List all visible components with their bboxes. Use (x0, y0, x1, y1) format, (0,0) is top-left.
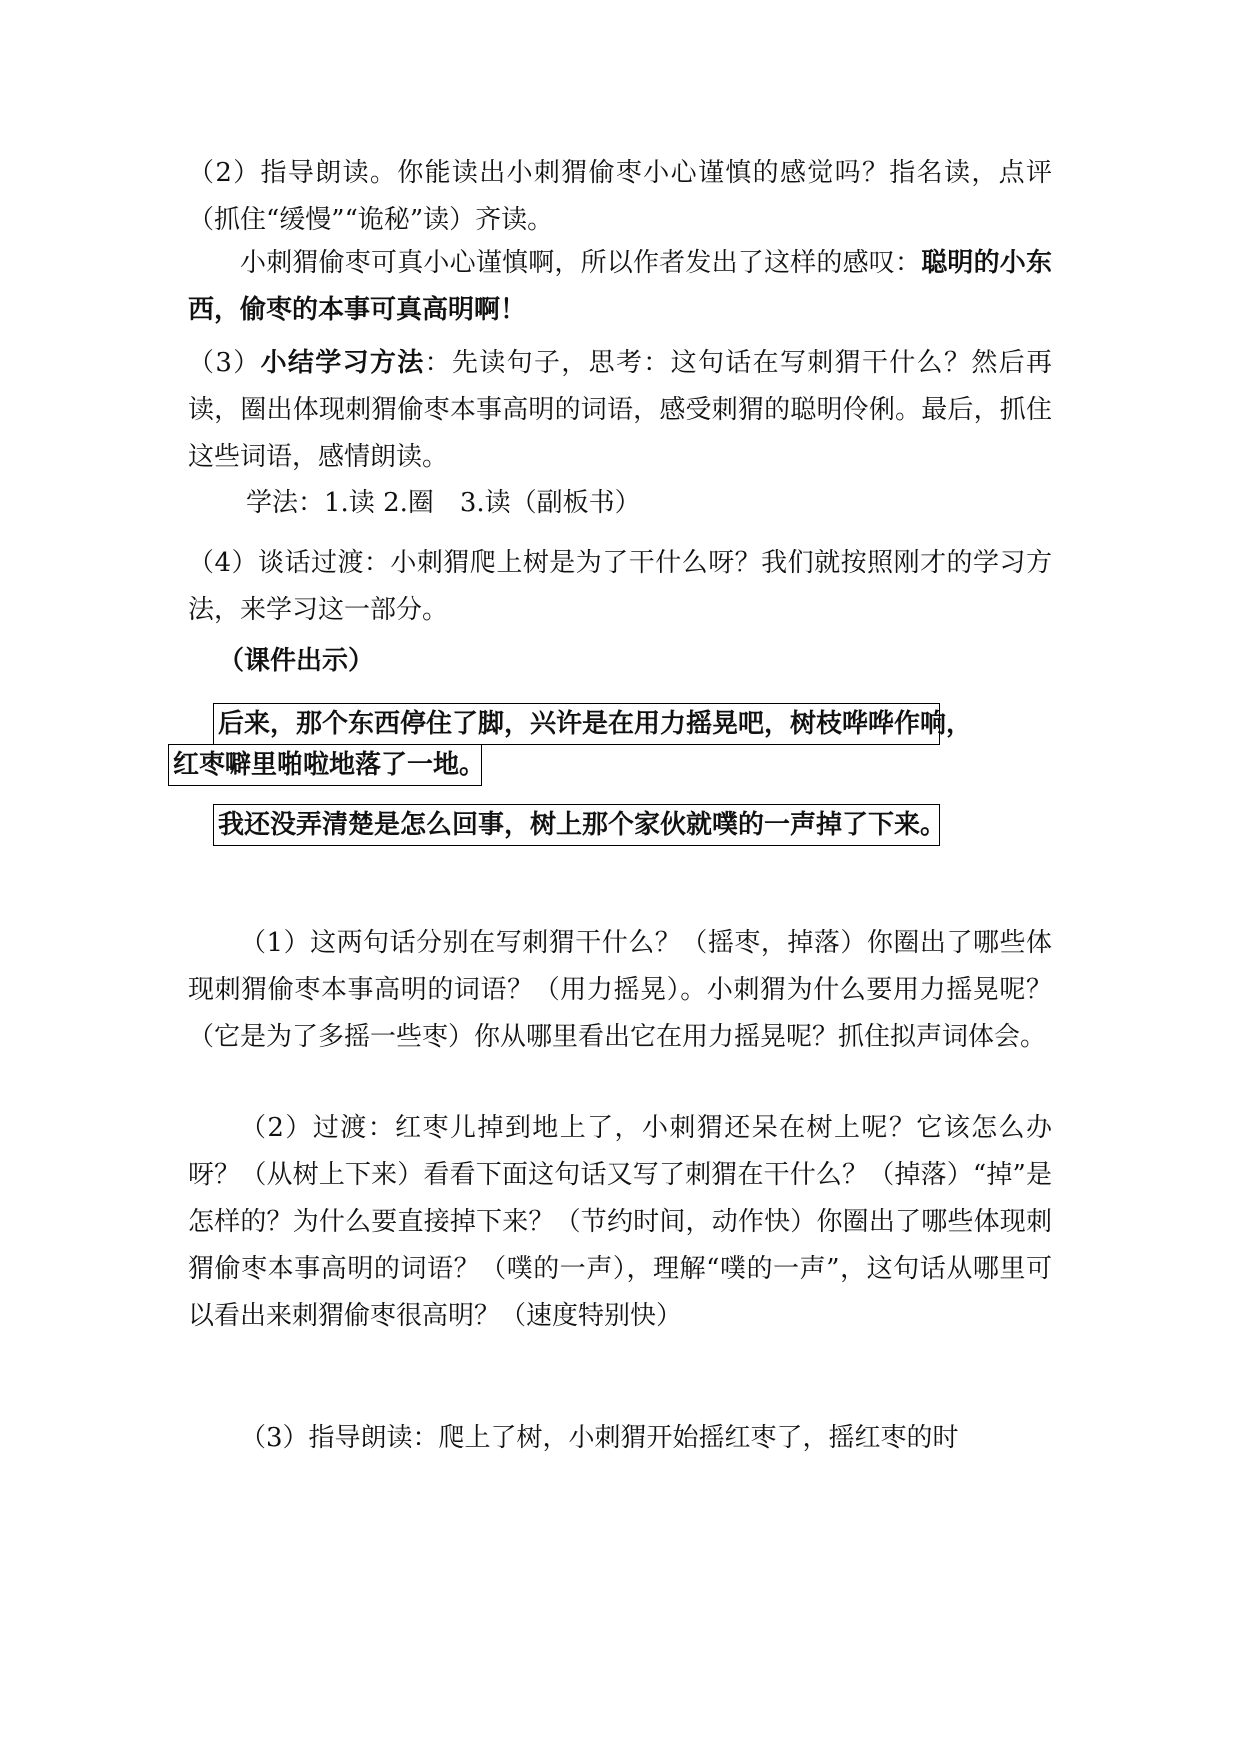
paragraph-analysis-1: （1）这两句话分别在写刺猬干什么？（摇枣，掉落）你圈出了哪些体现刺猬偷枣本事高明的词语？（用力摇晃）。小刺猬为什么要用力摇晃呢？（它是为了多摇一些枣）你从哪里看出它在用力摇晃呢？抓住拟声词体会。 (188, 928, 1052, 1052)
quote-box-1-line1: 后来，那个东西停住了脚，兴许是在用力摇晃吧，树枝哗哗作响， (213, 703, 940, 745)
paragraph-guided-reading-3: （3）指导朗读：爬上了树，小刺猬开始摇红枣了，摇红枣的时 (240, 1423, 959, 1453)
summary-bold-heading: 小结学习方法 (260, 348, 425, 378)
paragraph-exclamation-bold: 聪明的小东西，偷枣的本事可真高明啊！ (188, 248, 1052, 325)
paragraph-exclamation (188, 240, 1052, 334)
paragraph-exclamation-text: 小刺猬偷枣可真小心谨慎啊，所以作者发出了这样的感叹： (240, 248, 922, 278)
summary-text: ：先读句子，思考：这句话在写刺猬干什么？然后再读，圈出体现刺猬偷枣本事高明的词语，感受刺猬的聪明伶俐。最后，抓住这些词语，感情朗读。 (188, 348, 1052, 472)
quote-box-2: 我还没弄清楚是怎么回事，树上那个家伙就噗的一声掉了下来。 (213, 804, 940, 846)
paragraph-courseware-show: （课件出示） (218, 646, 375, 676)
paragraph-analysis-2: （2）过渡：红枣儿掉到地上了，小刺猬还呆在树上呢？它该怎么办呀？（从树上下来）看看下面这句话又写了刺猬在干什么？（掉落）“掉”是怎样的？为什么要直接掉下来？（节约时间，动作快）你圈出了哪些体现刺猬偷枣本事高明的词语？（噗的一声），理解“噗的一声”，这句话从哪里可以看出来刺猬偷枣很高明？（速度特别快） (188, 1113, 1052, 1331)
paragraph-guided-reading-1: （2）指导朗读。你能读出小刺猬偷枣小心谨慎的感觉吗？指名读，点评（抓住“缓慢”“诡秘”读）齐读。 (188, 158, 1052, 235)
summary-prefix: （3） (188, 348, 261, 378)
paragraph-transition: （4）谈话过渡：小刺猬爬上树是为了干什么呀？我们就按照刚才的学习方法，来学习这一部分。 (188, 548, 1052, 625)
paragraph-study-method: 学法：1.读 2.圈 3.读（副板书） (246, 488, 641, 518)
quote-box-1-line2: 红枣噼里啪啦地落了一地。 (168, 744, 482, 786)
paragraph-summary-method (188, 340, 1052, 481)
